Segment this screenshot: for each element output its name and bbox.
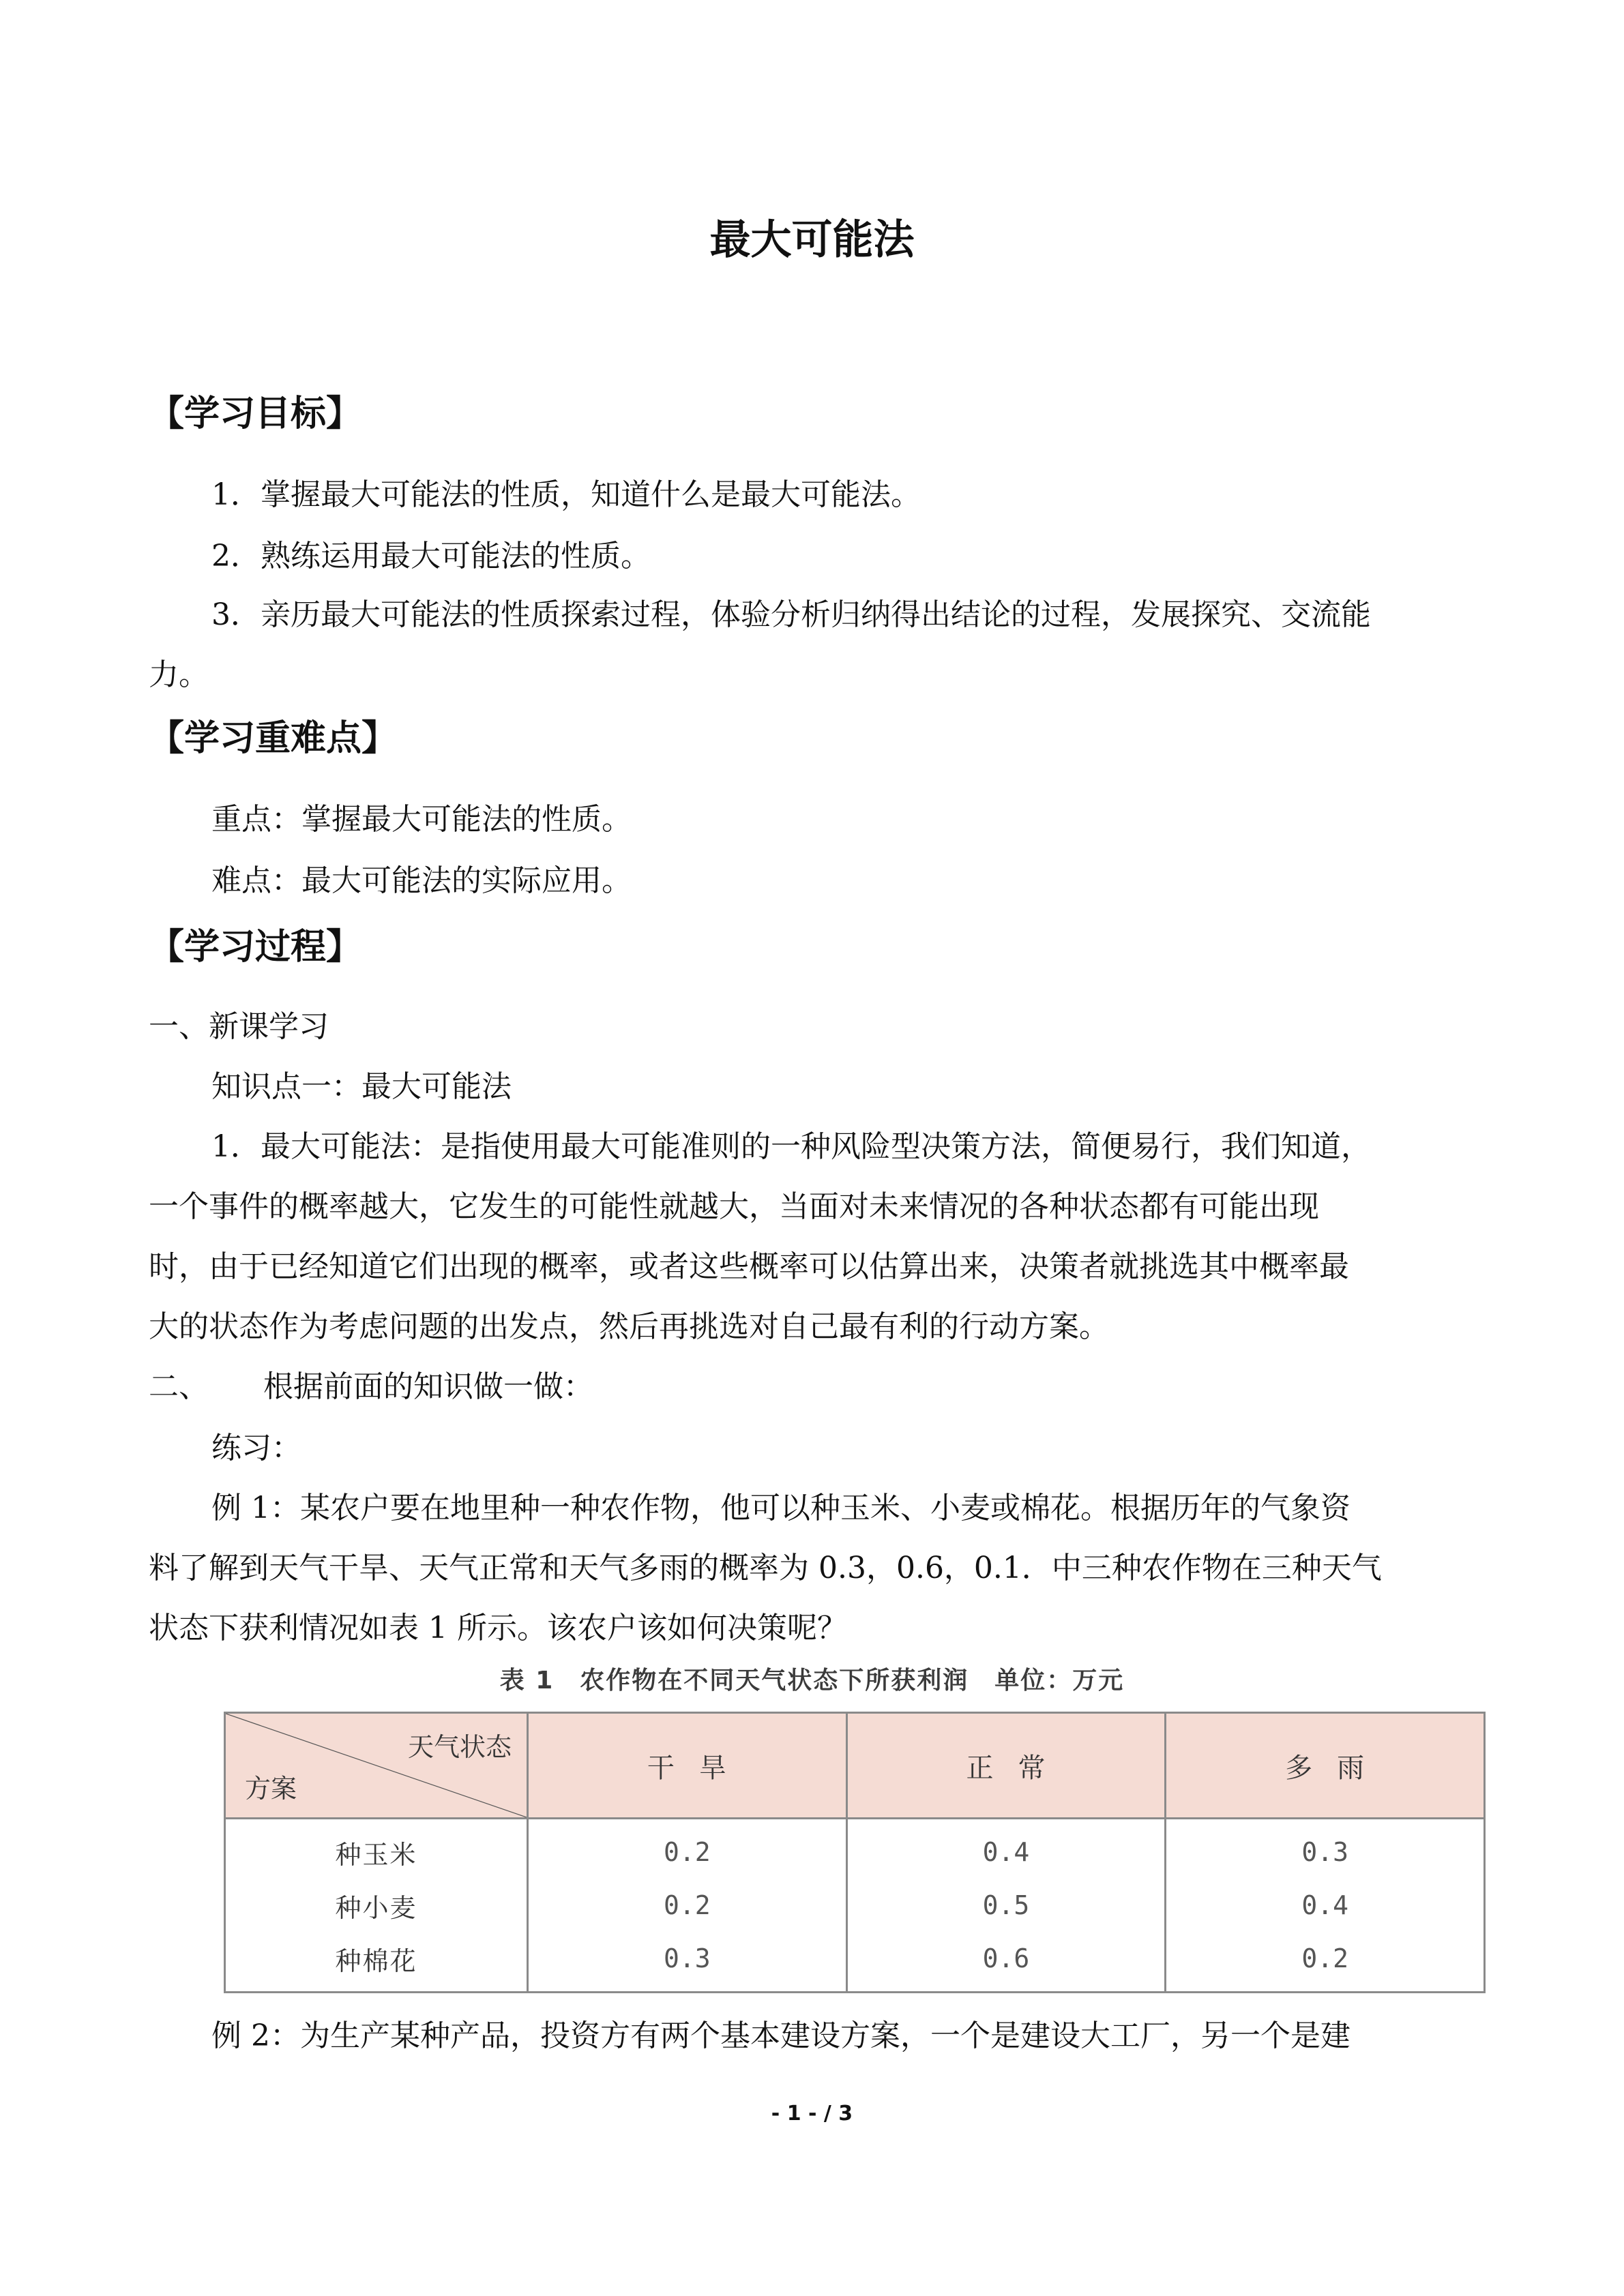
definition-line-2: 一个事件的概率越大，它发生的可能性就越大，当面对未来情况的各种状态都有可能出现: [149, 1189, 1319, 1224]
table-header-row: [225, 1713, 1485, 1819]
goal-item-3-text: 3．亲历最大可能法的性质探索过程，体验分析归纳得出结论的过程，发展探究、交流能: [211, 597, 1371, 632]
header-rainy: 多雨: [1166, 1713, 1485, 1819]
practice-label: 练习：: [211, 1431, 301, 1465]
part-2-heading: 根据前面的知识做一做：: [263, 1369, 593, 1404]
example-1-line-1: 例 1：某农户要在地里种一种农作物，他可以种玉米、小麦或棉花。根据历年的气象资: [211, 1491, 1350, 1525]
process-heading: 【学习过程】: [149, 927, 362, 968]
row-label-cotton: 种棉花: [225, 1932, 528, 1993]
goals-heading: 【学习目标】: [149, 393, 362, 434]
part-2-number: 二、: [149, 1369, 209, 1404]
difficult-point: 难点：最大可能法的实际应用。: [211, 863, 632, 898]
table-cell: 0.6: [846, 1932, 1166, 1993]
keypoints-heading: 【学习重难点】: [149, 718, 398, 759]
definition-line-3: 时，由于已经知道它们出现的概率，或者这些概率可以估算出来，决策者就挑选其中概率最: [149, 1249, 1349, 1284]
example-1-line-2: 料了解到天气干旱、天气正常和天气多雨的概率为 0.3，0.6，0.1．中三种农作物在三种天气: [149, 1551, 1382, 1585]
table-row: [225, 1932, 1485, 1993]
table-cell: 0.3: [528, 1932, 847, 1993]
header-drought: 干旱: [528, 1713, 847, 1819]
table-cell: 0.2: [1166, 1932, 1485, 1993]
page-title: 最大可能法: [709, 216, 915, 264]
table-caption: 表 1 农作物在不同天气状态下所获利润 单位：万元: [499, 1667, 1125, 1695]
key-point: 重点：掌握最大可能法的性质。: [211, 802, 632, 837]
goal-item-2: 2．熟练运用最大可能法的性质。: [211, 539, 651, 573]
table-corner-cell: [225, 1713, 528, 1819]
table-cell: 0.5: [846, 1879, 1166, 1932]
page-number: - 1 - / 3: [771, 2102, 853, 2126]
example-2-line-1: 例 2：为生产某种产品，投资方有两个基本建设方案，一个是建设大工厂，另一个是建: [211, 2018, 1350, 2053]
definition-line-4: 大的状态作为考虑问题的出发点，然后再挑选对自己最有利的行动方案。: [149, 1309, 1109, 1344]
table-cell: 0.2: [528, 1879, 847, 1932]
table-cell: 0.2: [528, 1819, 847, 1879]
profit-table: [224, 1712, 1486, 1976]
table-row: [225, 1819, 1485, 1879]
profit-table-grid: [224, 1712, 1486, 1993]
definition-line-1: 1．最大可能法：是指使用最大可能准则的一种风险型决策方法，简便易行，我们知道，: [211, 1129, 1371, 1164]
table-cell: 0.4: [1166, 1879, 1485, 1932]
knowledge-point-heading: 知识点一：最大可能法: [211, 1069, 512, 1104]
table-cell: 0.3: [1166, 1819, 1485, 1879]
header-normal: 正常: [846, 1713, 1166, 1819]
goal-item-1: 1．掌握最大可能法的性质，知道什么是最大可能法。: [211, 477, 921, 512]
part-1-heading: 一、新课学习: [149, 1009, 329, 1044]
row-label-wheat: 种小麦: [225, 1879, 528, 1932]
table-row: [225, 1879, 1485, 1932]
goal-item-3-line-2: 力。: [149, 657, 209, 692]
example-1-line-3: 状态下获利情况如表 1 所示。该农户该如何决策呢？: [149, 1611, 847, 1645]
table-cell: 0.4: [846, 1819, 1166, 1879]
corner-label-plan: 方案: [245, 1774, 297, 1804]
goal-item-3-line-1: [211, 595, 1473, 636]
row-label-corn: 种玉米: [225, 1819, 528, 1879]
corner-label-weather: 天气状态: [407, 1732, 512, 1762]
